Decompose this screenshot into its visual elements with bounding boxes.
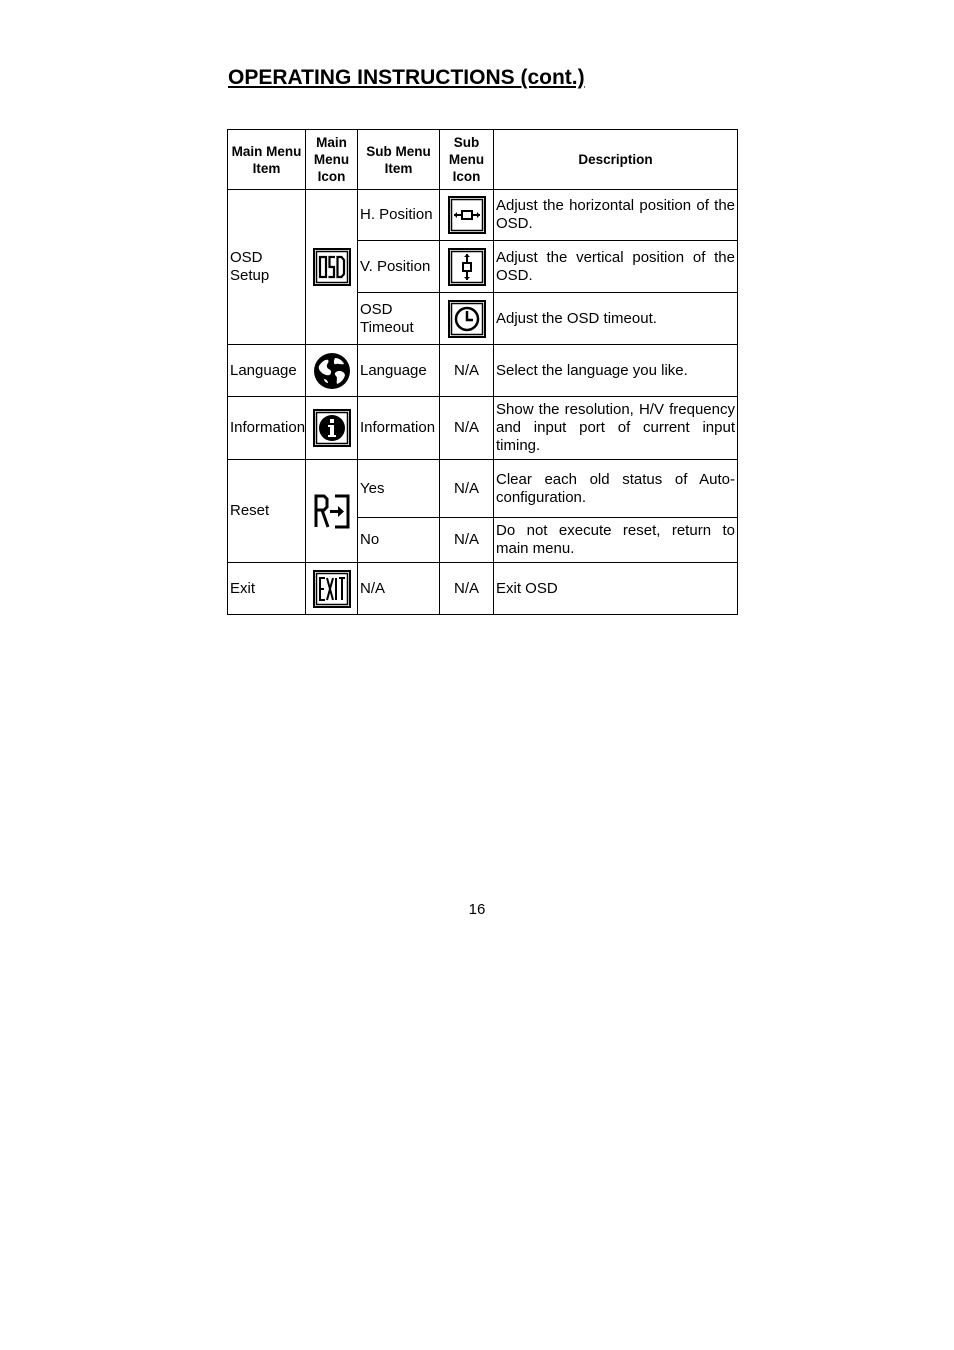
- sub-icon-v-position-cell: [440, 241, 494, 293]
- sub-item-osd-timeout: OSD Timeout: [358, 293, 440, 345]
- main-item-reset: Reset: [228, 460, 306, 563]
- exit-icon: [313, 570, 351, 608]
- desc-osd-timeout: Adjust the OSD timeout.: [494, 293, 738, 345]
- table-row: [228, 345, 738, 397]
- exit-icon-cell: [306, 563, 358, 615]
- reset-icon-cell: [306, 460, 358, 563]
- info-icon: [313, 409, 351, 447]
- main-item-language: Language: [228, 345, 306, 397]
- osd-icon: [313, 248, 351, 286]
- table-row: [228, 190, 738, 241]
- sub-item-h-position: H. Position: [358, 190, 440, 241]
- language-icon-cell: [306, 345, 358, 397]
- header-sub-menu-icon: Sub Menu Icon: [440, 130, 494, 190]
- sub-icon-reset-no: N/A: [440, 518, 494, 563]
- table-row: [228, 397, 738, 460]
- sub-item-reset-no: No: [358, 518, 440, 563]
- sub-item-reset-yes: Yes: [358, 460, 440, 518]
- sub-item-language: Language: [358, 345, 440, 397]
- osd-icon-cell: [306, 190, 358, 345]
- globe-icon: [313, 352, 351, 390]
- reset-icon: [313, 492, 351, 530]
- desc-information: Show the resolution, H/V frequency and input port of current input timing.: [494, 397, 738, 460]
- sub-icon-h-position-cell: [440, 190, 494, 241]
- desc-reset-yes: Clear each old status of Auto-configuration.: [494, 460, 738, 518]
- sub-icon-language: N/A: [440, 345, 494, 397]
- table-row: [228, 563, 738, 615]
- table-header-row: [228, 130, 738, 190]
- page-title: OPERATING INSTRUCTIONS (cont.): [228, 66, 585, 89]
- sub-item-information: Information: [358, 397, 440, 460]
- information-icon-cell: [306, 397, 358, 460]
- header-main-menu-icon: Main Menu Icon: [306, 130, 358, 190]
- desc-h-position: Adjust the horizontal position of the OSD.: [494, 190, 738, 241]
- main-item-information: Information: [228, 397, 306, 460]
- desc-language: Select the language you like.: [494, 345, 738, 397]
- header-description: Description: [494, 130, 738, 190]
- desc-reset-no: Do not execute reset, return to main menu.: [494, 518, 738, 563]
- main-item-exit: Exit: [228, 563, 306, 615]
- page-number: 16: [468, 901, 486, 918]
- main-item-osd-setup: OSD Setup: [228, 190, 306, 345]
- sub-icon-reset-yes: N/A: [440, 460, 494, 518]
- clock-icon: [448, 300, 486, 338]
- vertical-position-icon: [448, 248, 486, 286]
- sub-item-exit: N/A: [358, 563, 440, 615]
- table-row: [228, 460, 738, 518]
- osd-menu-table: [227, 129, 738, 615]
- desc-exit: Exit OSD: [494, 563, 738, 615]
- sub-icon-osd-timeout-cell: [440, 293, 494, 345]
- horizontal-position-icon: [448, 196, 486, 234]
- sub-item-v-position: V. Position: [358, 241, 440, 293]
- header-sub-menu-item: Sub Menu Item: [358, 130, 440, 190]
- desc-v-position: Adjust the vertical position of the OSD.: [494, 241, 738, 293]
- sub-icon-information: N/A: [440, 397, 494, 460]
- sub-icon-exit: N/A: [440, 563, 494, 615]
- header-main-menu-item: Main Menu Item: [228, 130, 306, 190]
